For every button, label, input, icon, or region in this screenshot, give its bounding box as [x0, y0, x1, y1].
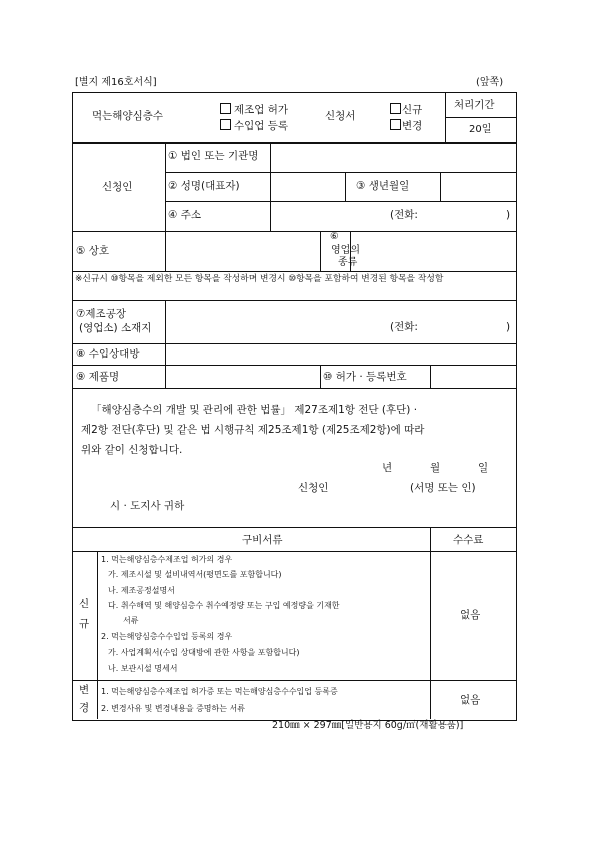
declaration-line-1: 「해양심층수의 개발 및 관리에 관한 법률」 제27조제1항 전단 (후단) · — [91, 404, 418, 416]
form-title-name: 먹는해양심층수 — [92, 110, 164, 122]
date-year-label: 년 — [382, 462, 393, 474]
new-doc-item: 가. 제조시설 및 설비내역서(평면도를 포함합니다) — [108, 570, 282, 579]
field-label-business-type-b: 종류 — [338, 257, 358, 268]
field-label-organization: ① 법인 또는 기관명 — [168, 150, 259, 162]
paper-spec-footer: 210㎜ × 297㎜[일반용지 60g/㎡(재활용품)] — [272, 720, 464, 731]
field-label-business-type-a: 영업의 — [331, 245, 360, 256]
required-docs-header: 구비서류 — [242, 534, 283, 546]
checkbox-new[interactable] — [390, 103, 401, 114]
field-label-license-number: ⑩ 허가 · 등록번호 — [323, 371, 407, 383]
processing-period-label: 처리기간 — [454, 99, 495, 111]
factory-phone-close: ) — [506, 321, 511, 333]
new-fee-value: 없음 — [460, 609, 481, 621]
new-label-bottom: 규 — [79, 618, 90, 630]
field-label-address: ④ 주소 — [168, 209, 202, 221]
field-label-import-partner: ⑧ 수입상대방 — [76, 348, 140, 360]
recipient-label: 시 · 도지사 귀하 — [110, 500, 185, 512]
option-manufacture[interactable]: 제조업 허가 — [220, 103, 288, 116]
signature-applicant-label: 신청인 — [298, 482, 329, 494]
new-doc-item: 가. 사업계획서(수입 상대방에 관한 사항을 포함합니다) — [108, 648, 300, 657]
address-phone-close: ) — [506, 209, 511, 221]
new-doc-item: 1. 먹는해양심층수제조업 허가의 경우 — [101, 555, 233, 564]
change-fee-value: 없음 — [460, 694, 481, 706]
form-number: [별지 제16호서식] — [75, 77, 157, 88]
option-new[interactable]: 신규 — [390, 103, 422, 116]
checkbox-change[interactable] — [390, 119, 401, 130]
checkbox-manufacture[interactable] — [220, 103, 231, 114]
new-doc-item: 나. 보관시설 명세서 — [108, 664, 178, 673]
page-side-label: (앞쪽) — [476, 77, 504, 88]
address-phone-label: (전화: — [390, 209, 418, 221]
field-label-business-type-number: ⑥ — [330, 231, 339, 242]
factory-phone-label: (전화: — [390, 321, 418, 333]
fee-header: 수수료 — [453, 534, 484, 546]
change-doc-item: 1. 먹는해양심층수제조업 허가증 또는 먹는해양심층수수입업 등록증 — [101, 687, 338, 696]
field-label-factory-a: ⑦제조공장 — [76, 308, 126, 320]
field-label-product-name: ⑨ 제품명 — [76, 371, 120, 383]
new-doc-item: 나. 제조공정설명서 — [108, 586, 175, 595]
declaration-line-3: 위와 같이 신청합니다. — [81, 444, 183, 456]
field-label-trade-name: ⑤ 상호 — [76, 245, 110, 257]
declaration-line-2: 제2항 전단(후단) 및 같은 법 시행규칙 제25조제1항 (제25조제2항)에 따라 — [81, 424, 425, 436]
new-doc-item: 다. 취수해역 및 해양심층수 취수예정량 또는 구입 예정량을 기재한 — [108, 601, 340, 610]
change-label-top: 변 — [79, 684, 90, 696]
instruction-note: ※신규시 ⑩항목을 제외한 모든 항목을 작성하며 변경시 ⑩항목을 포함하여 변경된 항목을 작성함 — [75, 274, 444, 284]
change-label-bottom: 경 — [79, 702, 90, 714]
new-doc-item: 서류 — [123, 616, 139, 625]
change-doc-item: 2. 변경사유 및 변경내용을 증명하는 서류 — [101, 704, 245, 713]
option-import[interactable]: 수입업 등록 — [220, 119, 288, 132]
form-title-apply: 신청서 — [325, 110, 356, 122]
field-label-factory-b: (영업소) 소재지 — [79, 322, 152, 334]
date-day-label: 일 — [478, 462, 489, 474]
field-label-name: ② 성명(대표자) — [168, 180, 240, 192]
checkbox-import[interactable] — [220, 119, 231, 130]
option-change[interactable]: 변경 — [390, 119, 422, 132]
processing-period-value: 20일 — [469, 124, 492, 135]
field-label-birthdate: ③ 생년월일 — [356, 180, 410, 192]
date-month-label: 월 — [430, 462, 441, 474]
new-label-top: 신 — [79, 598, 90, 610]
new-doc-item: 2. 먹는해양심층수수입업 등록의 경우 — [101, 632, 233, 641]
signature-method-label: (서명 또는 인) — [410, 482, 476, 494]
applicant-section-label: 신청인 — [102, 181, 133, 193]
